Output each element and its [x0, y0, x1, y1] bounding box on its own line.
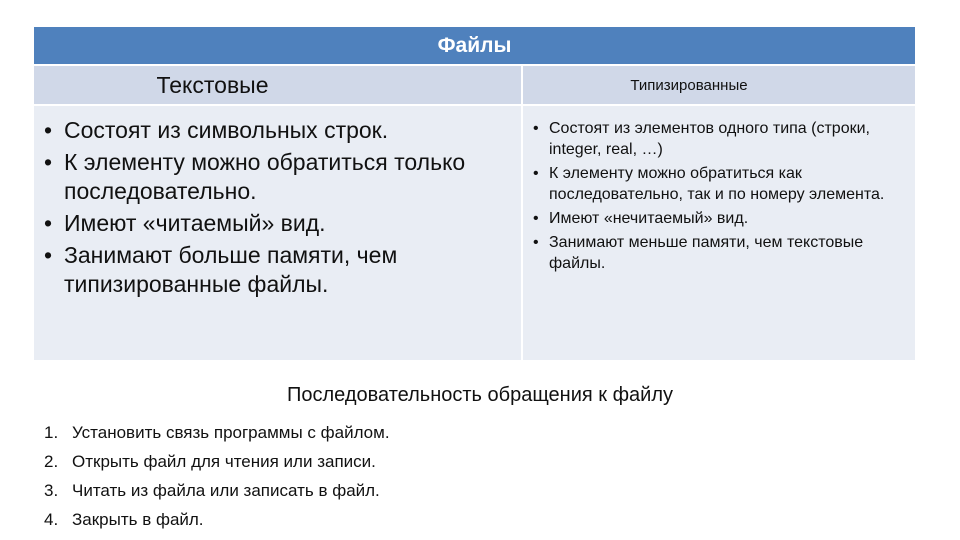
step-number: 2.: [44, 451, 59, 471]
column-headers: [34, 66, 915, 106]
list-item: • К элементу можно обратиться только последовательно.: [42, 148, 515, 206]
step-text: Читать из файла или записать в файл.: [72, 480, 380, 500]
list-item: • К элементу можно обратиться как последовательно, так и по номеру элемента.: [533, 163, 909, 205]
table-header: Файлы: [34, 27, 915, 66]
sequence-steps: [44, 418, 390, 534]
table-body-row: [34, 106, 915, 360]
list-item: • Состоят из элементов одного типа (строки, integer, real, …): [533, 118, 909, 160]
step-text: Закрыть в файл.: [72, 509, 204, 529]
list-item: • Занимают больше памяти, чем типизированные файлы.: [42, 241, 515, 299]
text-files-list: [34, 106, 521, 299]
step-number: 3.: [44, 480, 59, 500]
step-text: Установить связь программы с файлом.: [72, 422, 390, 442]
list-item: • Состоят из символьных строк.: [42, 116, 515, 145]
column-header-text: Текстовые: [34, 66, 523, 104]
step-item: [44, 476, 390, 505]
step-item: [44, 505, 390, 534]
files-table: [34, 27, 915, 360]
typed-files-list: [523, 106, 915, 274]
column-header-typed: Типизированные: [523, 66, 915, 104]
step-item: [44, 418, 390, 447]
typed-files-cell: [523, 106, 915, 360]
step-number: 4.: [44, 509, 59, 529]
step-item: [44, 447, 390, 476]
list-item: • Имеют «нечитаемый» вид.: [533, 208, 909, 229]
step-text: Открыть файл для чтения или записи.: [72, 451, 376, 471]
list-item: • Имеют «читаемый» вид.: [42, 209, 515, 238]
list-item: • Занимают меньше памяти, чем текстовые файлы.: [533, 232, 909, 274]
step-number: 1.: [44, 422, 59, 442]
sequence-title: Последовательность обращения к файлу: [286, 384, 674, 406]
text-files-cell: [34, 106, 523, 360]
